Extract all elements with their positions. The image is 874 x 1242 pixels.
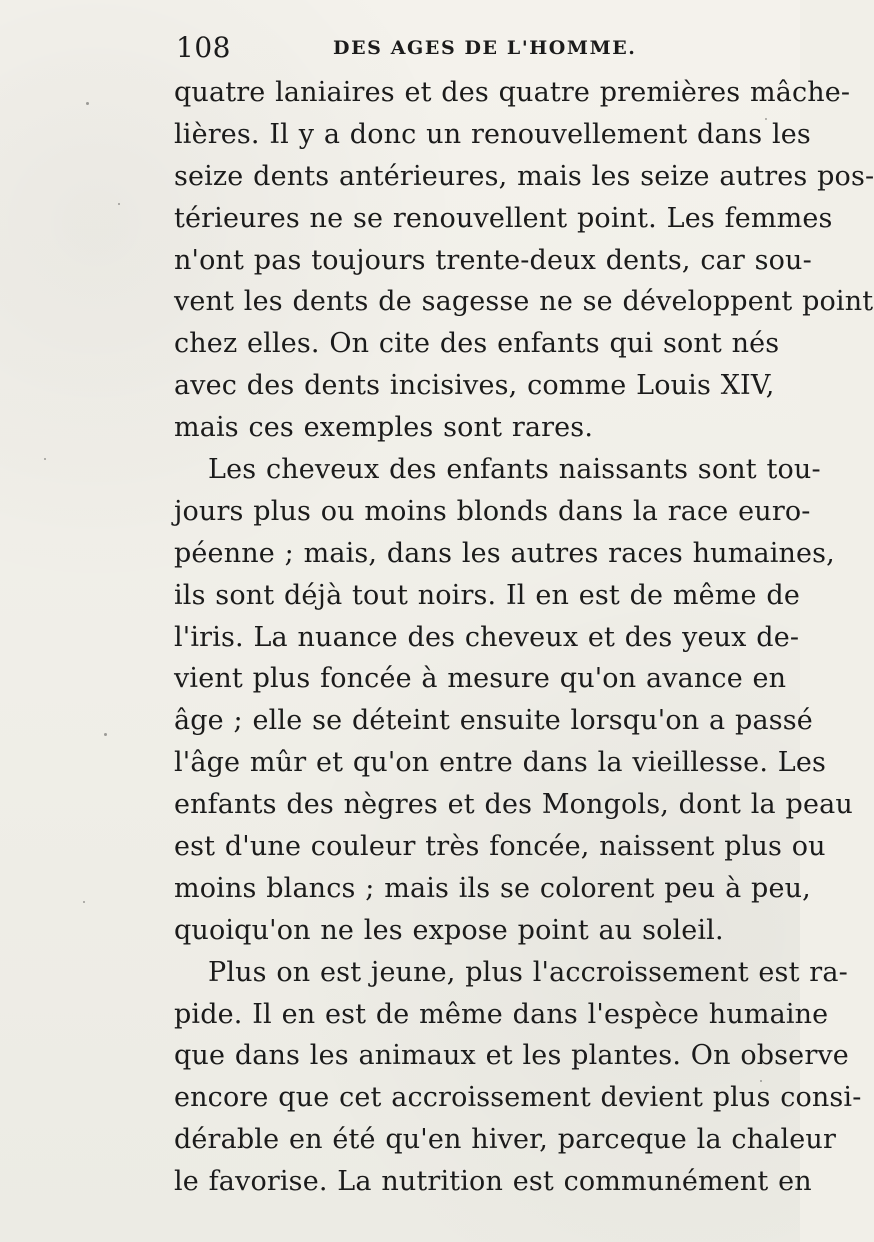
paragraph-start-line: Les cheveux des enfants naissants sont tou- bbox=[208, 454, 821, 486]
paper-speck bbox=[760, 1080, 762, 1082]
text-line: encore que cet accroissement devient plus consi- bbox=[174, 1082, 862, 1114]
text-line: le favorise. La nutrition est communément en bbox=[174, 1166, 812, 1198]
paper-speck bbox=[44, 458, 46, 460]
paper-speck bbox=[86, 102, 89, 105]
page-number: 108 bbox=[176, 31, 231, 64]
running-head: DES AGES DE L'HOMME. bbox=[333, 37, 637, 59]
text-line: âge ; elle se déteint ensuite lorsqu'on a passé bbox=[174, 705, 813, 737]
body-text bbox=[174, 72, 874, 1198]
paper-speck bbox=[765, 118, 767, 120]
paragraph-end-line: quoiqu'on ne les expose point au soleil. bbox=[174, 914, 724, 946]
text-line: l'âge mûr et qu'on entre dans la vieillesse. Les bbox=[174, 747, 826, 779]
text-line: chez elles. On cite des enfants qui sont nés bbox=[174, 328, 780, 360]
text-line: dérable en été qu'en hiver, parceque la chaleur bbox=[174, 1124, 836, 1156]
paragraph-end-line: mais ces exemples sont rares. bbox=[174, 412, 594, 444]
text-line: seize dents antérieures, mais les seize autres pos- bbox=[174, 160, 874, 192]
text-line: térieures ne se renouvellent point. Les femmes bbox=[174, 202, 833, 234]
text-line: moins blancs ; mais ils se colorent peu à peu, bbox=[174, 872, 811, 904]
paper-speck bbox=[83, 901, 85, 903]
text-line: jours plus ou moins blonds dans la race euro- bbox=[174, 495, 811, 527]
text-line: n'ont pas toujours trente-deux dents, car sou- bbox=[174, 244, 812, 276]
text-line: vient plus foncée à mesure qu'on avance en bbox=[174, 663, 787, 695]
text-line: lières. Il y a donc un renouvellement dans les bbox=[174, 118, 811, 150]
paper-speck bbox=[104, 733, 107, 736]
text-line: ils sont déjà tout noirs. Il en est de même de bbox=[174, 579, 800, 611]
text-line: avec des dents incisives, comme Louis XIV, bbox=[174, 370, 775, 402]
page-header bbox=[176, 31, 746, 74]
text-line: l'iris. La nuance des cheveux et des yeux de- bbox=[174, 621, 800, 653]
text-line: péenne ; mais, dans les autres races humaines, bbox=[174, 537, 835, 569]
text-line: est d'une couleur très foncée, naissent plus ou bbox=[174, 831, 826, 863]
text-line: enfants des nègres et des Mongols, dont la peau bbox=[174, 789, 853, 821]
paper-speck bbox=[118, 203, 120, 205]
text-line: que dans les animaux et les plantes. On observe bbox=[174, 1040, 849, 1072]
text-line: quatre laniaires et des quatre premières mâche- bbox=[174, 77, 851, 108]
text-line: pide. Il en est de même dans l'espèce humaine bbox=[174, 998, 829, 1030]
text-line: vent les dents de sagesse ne se développent point bbox=[174, 286, 874, 318]
paragraph-start-line: Plus on est jeune, plus l'accroissement est ra- bbox=[208, 956, 848, 988]
